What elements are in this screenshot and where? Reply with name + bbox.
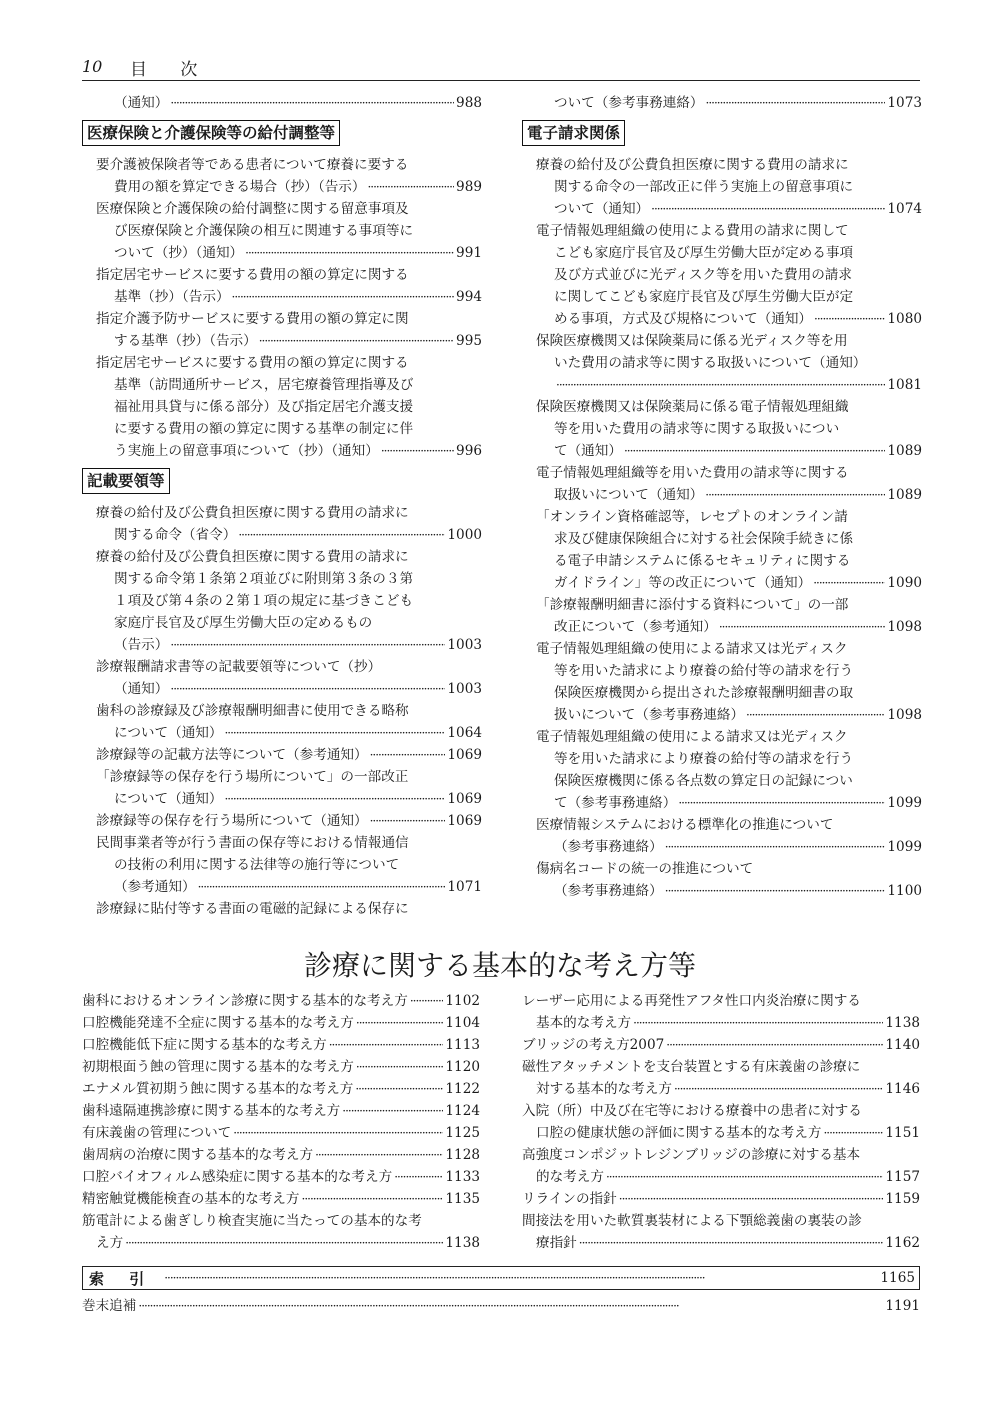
toc-entry-text: 保険医療機関又は保険薬局に係る電子情報処理組織 (536, 399, 849, 415)
toc-entry[interactable] (522, 1078, 920, 1100)
toc-entry-page: 1064 (447, 725, 482, 741)
toc-entry-page: 1138 (885, 1015, 920, 1031)
toc-entry-page: 1003 (447, 637, 482, 653)
toc-entry-page: 988 (456, 95, 482, 111)
toc-entry-text: 療養の給付及び公費負担医療に関する費用の請求に (96, 549, 409, 565)
toc-entry-text: 医療保険と介護保険の給付調整に関する留意事項及 (96, 201, 409, 217)
toc-entry-text: 保険医療機関から提出された診療報酬明細書の取 (554, 685, 854, 701)
toc-entry-text: る電子申請システムに係るセキュリティに関する (554, 553, 851, 569)
toc-entry-title: 的な考え方 (536, 1169, 604, 1185)
leader-dots (381, 440, 454, 462)
toc-entry-text: 筋電計による歯ぎしり検査実施に当たっての基本的な考 (82, 1213, 422, 1229)
toc-entry[interactable] (82, 1078, 480, 1100)
toc-entry-text: 指定介護予防サービスに要する費用の額の算定に関 (96, 311, 409, 327)
toc-entry-page: 989 (456, 179, 482, 195)
toc-entry-page: 1125 (445, 1125, 480, 1141)
toc-entry-page: 1074 (887, 201, 922, 217)
toc-entry-page: 1069 (447, 813, 482, 829)
toc-entry-page: 1089 (887, 443, 922, 459)
leader-dots (705, 484, 885, 506)
toc-entry-page: 1099 (887, 795, 922, 811)
toc-entry[interactable] (522, 374, 922, 396)
leader-dots (666, 1034, 883, 1056)
toc-entry[interactable] (522, 308, 922, 330)
toc-entry-text: 指定居宅サービスに要する費用の額の算定に関する (96, 267, 409, 283)
toc-entry-page: 1000 (447, 527, 482, 543)
toc-entry-page: 1151 (885, 1125, 920, 1141)
toc-entry-text: 「診療報酬明細書に添付する資料について」の一部 (536, 597, 849, 613)
toc-entry[interactable] (522, 1012, 920, 1034)
page-header (82, 56, 920, 81)
toc-entry-text: の技術の利用に関する法律等の施行等について (114, 857, 400, 873)
toc-entry-title: 改正について（参考通知） (554, 619, 717, 635)
toc-entry-page: 1128 (445, 1147, 480, 1163)
toc-entry[interactable] (82, 678, 482, 700)
toc-entry-page: 1098 (887, 619, 922, 635)
toc-entry-page: 1069 (447, 791, 482, 807)
toc-entry-title: 初期根面う蝕の管理に関する基本的な考え方 (82, 1059, 354, 1075)
toc-entry-page: 991 (456, 245, 482, 261)
toc-entry-text: 傷病名コードの統一の推進について (536, 861, 754, 877)
toc-entry-page: 1122 (445, 1081, 480, 1097)
toc-entry-title: 歯科におけるオンライン診療に関する基本的な考え方 (82, 993, 408, 1009)
toc-entry-page: 1157 (885, 1169, 920, 1185)
leader-dots (394, 1166, 443, 1188)
toc-entry-title: 療指針 (536, 1235, 577, 1251)
toc-entry-text: 診療録に貼付等する書面の電磁的記録による保存に (96, 901, 409, 917)
toc-entry[interactable] (522, 1188, 920, 1210)
toc-entry-text: 指定居宅サービスに要する費用の額の算定に関する (96, 355, 409, 371)
toc-entry[interactable] (82, 744, 482, 766)
leader-dots (356, 1012, 444, 1034)
toc-entry-title: ついて（参考事務連絡） (554, 95, 704, 111)
toc-entry[interactable] (522, 616, 922, 638)
leader-dots (232, 286, 455, 308)
toc-entry-title: ついて（抄）（通知） (114, 245, 244, 261)
toc-entry-page: 1098 (887, 707, 922, 723)
toc-entry-title: （通知） (114, 95, 169, 111)
toc-entry-text: に要する費用の額の算定に関する基準の制定に伴 (114, 421, 414, 437)
toc-entry-title: 歯周病の治療に関する基本的な考え方 (82, 1147, 314, 1163)
toc-entry[interactable] (82, 92, 482, 114)
leader-dots (814, 308, 885, 330)
toc-entry-text: 保険医療機関又は保険薬局に係る光ディスク等を用 (536, 333, 848, 349)
toc-entry-title: （通知） (114, 681, 169, 697)
toc-entry[interactable] (82, 286, 482, 308)
section-heading: 医療保険と介護保険等の給付調整等 (82, 120, 340, 146)
toc-right-column (522, 92, 922, 902)
toc-entry-text: 「オンライン資格確認等，レセプトのオンライン請 (536, 509, 848, 525)
toc-entry-title: 歯科遠隔連携診療に関する基本的な考え方 (82, 1103, 341, 1119)
section-heading: 記載要領等 (82, 468, 170, 494)
toc-entry-title: 有床義歯の管理について (82, 1125, 232, 1141)
index-label: 索 引 (89, 1269, 155, 1288)
leader-dots (198, 876, 446, 898)
toc-entry[interactable] (82, 242, 482, 264)
toc-entry-title: て（通知） (554, 443, 622, 459)
toc-entry-title: 関する命令（省令） (114, 527, 237, 543)
leader-dots (245, 242, 454, 264)
toc-entry-page: 1159 (885, 1191, 920, 1207)
leader-dots (367, 176, 454, 198)
toc-entry-title: 口腔機能低下症に関する基本的な考え方 (82, 1037, 327, 1053)
leader-dots (302, 1188, 444, 1210)
toc-entry-page: 995 (456, 333, 482, 349)
section-title: 診療に関する基本的な考え方等 (303, 949, 696, 982)
leader-dots (719, 616, 886, 638)
toc-entry-page: 1099 (887, 839, 922, 855)
toc-entry-text: 療養の給付及び公費負担医療に関する費用の請求に (536, 157, 849, 173)
leader-dots (224, 788, 445, 810)
leader-dots (619, 1188, 884, 1210)
toc-entry-page: 1140 (885, 1037, 920, 1053)
toc-entry-page: 996 (456, 443, 482, 459)
toc-entry[interactable] (522, 792, 922, 814)
toc-entry-page: 1138 (445, 1235, 480, 1251)
toc-entry-text: 民間事業者等が行う書面の保存等における情報通信 (96, 835, 409, 851)
toc-entry-text: 関する命令の一部改正に伴う実施上の留意事項に (554, 179, 854, 195)
toc-entry[interactable] (522, 880, 922, 902)
toc-entry-page: 1162 (885, 1235, 920, 1251)
toc-entry-text: 診療報酬請求書等の記載要領等について（抄） (96, 659, 382, 675)
leader-dots (665, 880, 886, 902)
toc-entry[interactable] (522, 1122, 920, 1144)
toc-entry[interactable] (82, 1166, 480, 1188)
toc-entry-title: 扱いについて（参考事務連絡） (554, 707, 745, 723)
toc-entry-text: 医療情報システムにおける標準化の推進について (536, 817, 834, 833)
toc-entry[interactable] (82, 876, 482, 898)
toc-entry-title: エナメル質初期う蝕に関する基本的な考え方 (82, 1081, 354, 1097)
toc-entry[interactable] (82, 990, 480, 1012)
toc-entry-title: 口腔の健康状態の評価に関する基本的な考え方 (536, 1125, 822, 1141)
toc-entry-title: 対する基本的な考え方 (536, 1081, 672, 1097)
toc-entry[interactable] (82, 1012, 480, 1034)
toc-entry-page: 1104 (445, 1015, 480, 1031)
leader-dots (665, 836, 886, 858)
toc-entry-title: 取扱いについて（通知） (554, 487, 704, 503)
toc-entry[interactable] (522, 92, 922, 114)
toc-entry-title: ブリッジの考え方2007 (522, 1037, 665, 1053)
leader-dots (606, 1166, 883, 1188)
leader-dots (125, 1232, 443, 1254)
toc-entry-text: 福祉用具貸与に係る部分）及び指定居宅介護支援 (114, 399, 414, 415)
leader-dots (170, 92, 454, 114)
page-label: 目 次 (130, 60, 212, 80)
toc-entry[interactable] (82, 634, 482, 656)
toc-entry-text: 「診療録等の保存を行う場所について」の一部改正 (96, 769, 409, 785)
toc-entry[interactable] (82, 1034, 480, 1056)
leader-dots (813, 572, 885, 594)
toc-entry-title: （参考事務連絡） (554, 839, 663, 855)
toc-entry-text: 及び方式並びに光ディスク等を用いた費用の請求 (554, 267, 852, 283)
toc-entry-page: 1089 (887, 487, 922, 503)
toc-entry-title: する基準（抄）（告示） (114, 333, 257, 349)
toc-entry-title: リラインの指針 (522, 1191, 617, 1207)
toc-entry[interactable] (82, 722, 482, 744)
leader-dots (556, 374, 885, 396)
toc-entry-title: める事項，方式及び規格について（通知） (554, 311, 813, 327)
index-page: 1165 (880, 1270, 915, 1286)
toc-entry-title: 精密触覚機能検査の基本的な考え方 (82, 1191, 300, 1207)
toc-entry[interactable] (82, 1122, 480, 1144)
leader-dots (170, 634, 445, 656)
toc-entry[interactable] (82, 176, 482, 198)
leader-dots (370, 810, 446, 832)
toc-entry-title: 基準（抄）（告示） (114, 289, 230, 305)
toc-entry[interactable] (522, 572, 922, 594)
leader-dots (579, 1232, 884, 1254)
toc-entry-title: 口腔バイオフィルム感染症に関する基本的な考え方 (82, 1169, 393, 1185)
leader-dots (238, 524, 445, 546)
toc-entry-text: 間接法を用いた軟質裏装材による下顎総義歯の裏装の診 (522, 1213, 862, 1229)
toc-entry-title: （参考事務連絡） (554, 883, 663, 899)
supplement-entry[interactable] (82, 1294, 920, 1314)
leader-dots (224, 722, 445, 744)
toc-entry-text: 保険医療機関に係る各点数の算定日の記録につい (554, 773, 853, 789)
toc-entry-text: 等を用いた請求により療養の給付等の請求を行う (554, 663, 854, 679)
leader-dots (233, 1122, 443, 1144)
toc-entry[interactable] (522, 1034, 920, 1056)
toc-entry-page: 1073 (887, 95, 922, 111)
toc-entry-text: 関する命令第１条第２項並びに附則第３条の３第 (114, 571, 414, 587)
leader-dots (342, 1100, 443, 1122)
toc-left-column (82, 92, 482, 920)
leader-dots (370, 744, 446, 766)
index-entry[interactable] (82, 1266, 920, 1290)
toc-entry-text: 電子情報処理組織の使用による請求又は光ディスク (536, 729, 848, 745)
toc-entry-page: 1100 (887, 883, 922, 899)
toc-entry-text: 家庭庁長官及び厚生労働大臣の定めるもの (114, 615, 373, 631)
section-heading: 電子請求関係 (522, 120, 625, 146)
toc-entry[interactable] (82, 524, 482, 546)
toc-entry-title: （告示） (114, 637, 169, 653)
toc-entry[interactable] (522, 1166, 920, 1188)
toc-entry-page: 1133 (445, 1169, 480, 1185)
toc-entry-text: 電子情報処理組織の使用による請求又は光ディスク (536, 641, 848, 657)
toc-entry-text: 電子情報処理組織等を用いた費用の請求等に関する (536, 465, 849, 481)
leader-dots (355, 1078, 443, 1100)
toc-entry[interactable] (82, 440, 482, 462)
supplement-page: 1191 (885, 1298, 920, 1314)
toc-entry-page: 1069 (447, 747, 482, 763)
toc-bottom-right-column (522, 990, 920, 1254)
toc-entry-page: 1102 (445, 993, 480, 1009)
toc-entry[interactable] (82, 330, 482, 352)
toc-entry-title: 基本的な考え方 (536, 1015, 632, 1031)
leader-dots (674, 1078, 883, 1100)
leader-dots (410, 990, 444, 1012)
toc-entry-title: ついて（通知） (554, 201, 650, 217)
toc-bottom-left-column (82, 990, 480, 1254)
leader-dots (315, 1144, 443, 1166)
toc-entry[interactable] (82, 1144, 480, 1166)
leader-dots (356, 1056, 444, 1078)
toc-entry-page: 1080 (887, 311, 922, 327)
toc-entry-title: 診療録等の記載方法等について（参考通知） (96, 747, 368, 763)
leader-dots (651, 198, 885, 220)
toc-entry-text: 求及び健康保険組合に対する社会保険手続きに係 (554, 531, 854, 547)
toc-entry-text: 等を用いた請求により療養の給付等の請求を行う (554, 751, 854, 767)
toc-entry-page: 1120 (445, 1059, 480, 1075)
toc-entry-page: 1113 (445, 1037, 480, 1053)
toc-entry-page: 1081 (887, 377, 922, 393)
toc-entry-page: 1090 (887, 575, 922, 591)
leader-dots (259, 330, 454, 352)
toc-entry-text: こども家庭庁長官及び厚生労働大臣が定める事項 (554, 245, 854, 261)
toc-entry-text: 入院（所）中及び在宅等における療養中の患者に対する (522, 1103, 862, 1119)
toc-entry[interactable] (82, 1100, 480, 1122)
leader-dots (164, 1271, 880, 1285)
leader-dots (678, 792, 885, 814)
toc-entry-text: レーザー応用による再発性アフタ性口内炎治療に関する (522, 993, 861, 1009)
leader-dots (170, 678, 445, 700)
toc-entry-page: 1146 (885, 1081, 920, 1097)
toc-entry-page: 1135 (445, 1191, 480, 1207)
page-number: 10 (82, 57, 103, 76)
leader-dots (823, 1122, 883, 1144)
toc-entry-title: 費用の額を算定できる場合（抄）（告示） (114, 179, 366, 195)
toc-entry[interactable] (82, 1056, 480, 1078)
toc-entry-text: 電子情報処理組織の使用による費用の請求に関して (536, 223, 849, 239)
toc-entry-text: に関してこども家庭庁長官及び厚生労働大臣が定 (554, 289, 854, 305)
toc-entry[interactable] (522, 198, 922, 220)
toc-entry-text: いた費用の請求等に関する取扱いについて（通知） (554, 355, 867, 371)
toc-entry-page: 1124 (445, 1103, 480, 1119)
toc-entry-text: １項及び第４条の２第１項の規定に基づきこども (114, 593, 414, 609)
toc-entry-text: 磁性アタッチメントを支台装置とする有床義歯の診療に (522, 1059, 861, 1075)
toc-entry-text: 高強度コンポジットレジンブリッジの診療に対する基本 (522, 1147, 861, 1163)
toc-entry-text: 等を用いた費用の請求等に関する取扱いについ (554, 421, 840, 437)
toc-entry-title: について（通知） (114, 791, 223, 807)
toc-entry[interactable] (522, 704, 922, 726)
leader-dots (706, 92, 886, 114)
toc-entry[interactable] (82, 810, 482, 832)
leader-dots (624, 440, 885, 462)
toc-entry-title: について（通知） (114, 725, 223, 741)
leader-dots (138, 1299, 883, 1313)
toc-entry-title: う実施上の留意事項について（抄）（通知） (114, 443, 379, 459)
toc-entry-title: 診療録等の保存を行う場所について（通知） (96, 813, 368, 829)
toc-entry-page: 1003 (447, 681, 482, 697)
toc-entry-page: 994 (456, 289, 482, 305)
toc-entry[interactable] (82, 1188, 480, 1210)
toc-entry-title: 口腔機能発達不全症に関する基本的な考え方 (82, 1015, 354, 1031)
toc-entry[interactable] (522, 836, 922, 858)
toc-entry-text: 療養の給付及び公費負担医療に関する費用の請求に (96, 505, 409, 521)
toc-entry-title: え方 (96, 1235, 124, 1251)
toc-entry-text: 要介護被保険者等である患者について療養に要する (96, 157, 409, 173)
toc-entry[interactable] (82, 1232, 480, 1254)
leader-dots (633, 1012, 883, 1034)
toc-entry-page: 1071 (447, 879, 482, 895)
toc-entry-text: 歯科の診療録及び診療報酬明細書に使用できる略称 (96, 703, 409, 719)
leader-dots (746, 704, 885, 726)
toc-entry-text: 基準（訪問通所サービス，居宅療養管理指導及び (114, 377, 414, 393)
toc-entry[interactable] (82, 788, 482, 810)
toc-entry-title: て（参考事務連絡） (554, 795, 677, 811)
toc-entry[interactable] (522, 440, 922, 462)
supplement-label: 巻末追補 (82, 1298, 137, 1314)
toc-entry-title: ガイドライン」等の改正について（通知） (554, 575, 812, 591)
toc-entry[interactable] (522, 484, 922, 506)
toc-entry-title: （参考通知） (114, 879, 196, 895)
toc-entry-text: び医療保険と介護保険の相互に関連する事項等に (114, 223, 414, 239)
toc-entry[interactable] (522, 1232, 920, 1254)
leader-dots (329, 1034, 444, 1056)
